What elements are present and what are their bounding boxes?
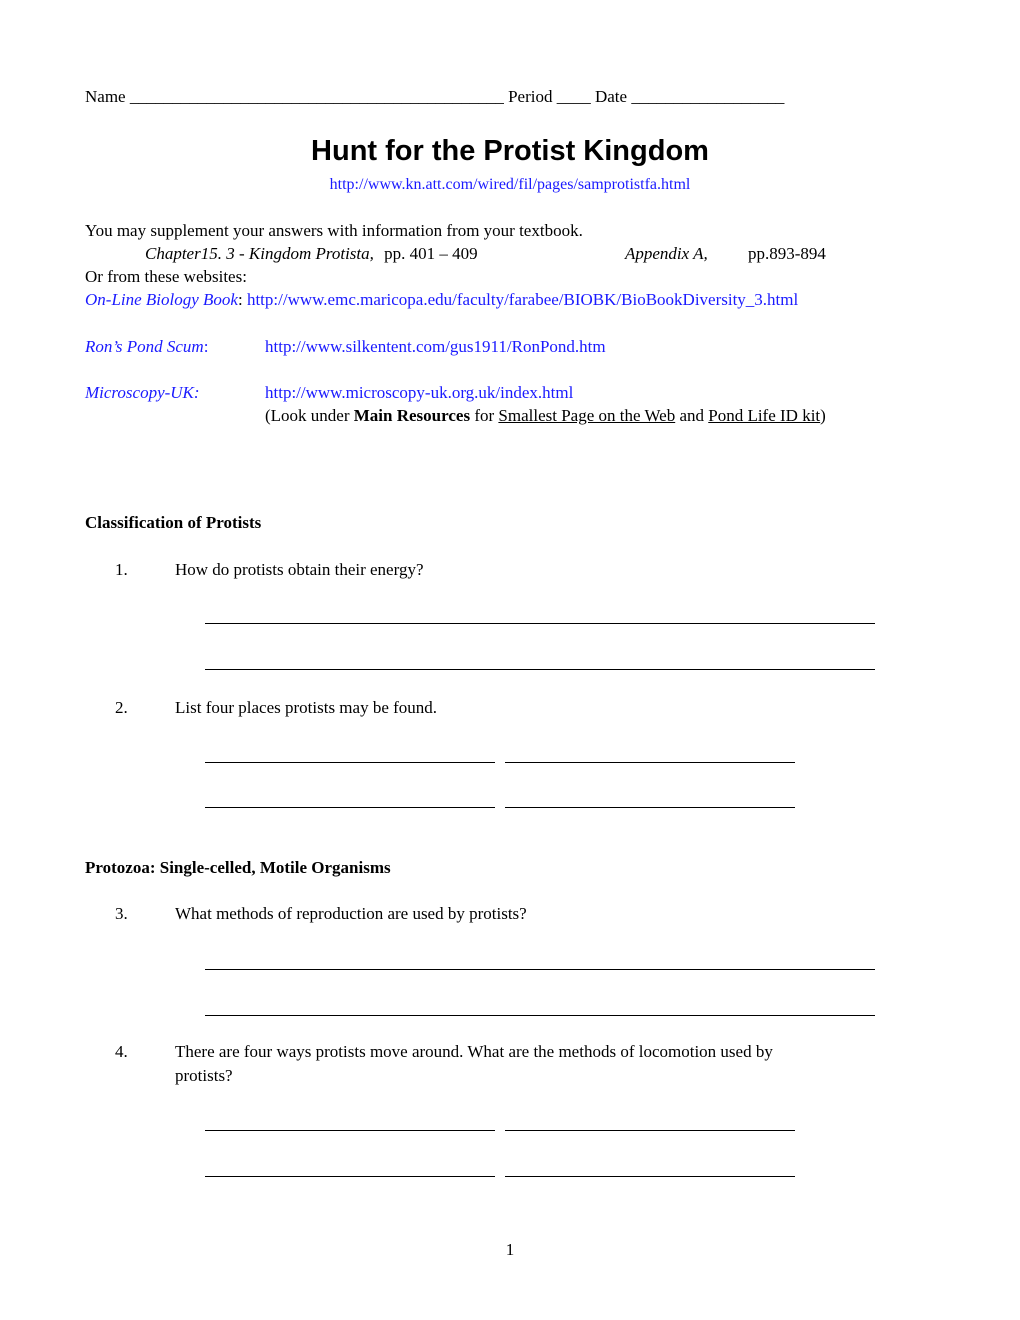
- site-online-biology-book: [85, 290, 798, 310]
- name-label: Name: [85, 87, 126, 106]
- smallest-page-link[interactable]: Smallest Page on the Web: [498, 406, 676, 425]
- answer-line[interactable]: [505, 807, 795, 808]
- question-text: There are four ways protists move around. What are the methods of locomotion used by: [175, 1042, 773, 1061]
- question-text: List four places protists may be found.: [175, 698, 438, 717]
- intro-line: You may supplement your answers with information from your textbook.: [85, 221, 583, 240]
- answer-line[interactable]: [205, 1130, 495, 1131]
- note-for: for: [470, 406, 499, 425]
- main-resources-label: Main Resources: [353, 406, 471, 425]
- site-url-link[interactable]: http://www.microscopy-uk.org.uk/index.html: [265, 383, 574, 402]
- page-number: 1: [505, 1240, 515, 1259]
- answer-line[interactable]: [205, 762, 495, 763]
- site-microscopy-uk: Microscopy-UK:: [85, 383, 200, 402]
- chapter-reference: Chapter15. 3 - Kingdom Protista,: [145, 244, 374, 263]
- question-text-continued: protists?: [175, 1066, 233, 1085]
- chapter-pages: pp. 401 – 409: [384, 244, 478, 263]
- appendix-pages: pp.893-894: [748, 244, 826, 263]
- answer-line[interactable]: [205, 807, 495, 808]
- site-url-link[interactable]: http://www.silkentent.com/gus1911/RonPond.htm: [265, 337, 606, 356]
- page-title: Hunt for the Protist Kingdom: [311, 135, 709, 167]
- site-url-link[interactable]: http://www.emc.maricopa.edu/faculty/farabee/BIOBK/BioBookDiversity_3.html: [246, 290, 799, 309]
- date-blank[interactable]: __________________: [631, 87, 785, 106]
- question-number: 2.: [115, 698, 128, 717]
- answer-line[interactable]: [505, 1176, 795, 1177]
- appendix-reference: Appendix A,: [625, 244, 708, 263]
- or-from-line: Or from these websites:: [85, 267, 247, 286]
- answer-line[interactable]: [505, 762, 795, 763]
- site-name: Ron’s Pond Scum: [85, 337, 204, 356]
- answer-line[interactable]: [205, 1176, 495, 1177]
- answer-line[interactable]: [205, 969, 875, 970]
- answer-line[interactable]: [205, 669, 875, 670]
- site-sep: :: [237, 290, 247, 309]
- answer-line[interactable]: [205, 623, 875, 624]
- textbook-references: [145, 244, 478, 264]
- resources-note: [265, 406, 826, 426]
- pond-life-id-kit-link[interactable]: Pond Life ID kit: [708, 406, 821, 425]
- site-rons-pond-scum: [85, 337, 208, 357]
- header-line: [85, 87, 784, 107]
- note-close: ): [820, 406, 826, 425]
- answer-line[interactable]: [205, 1015, 875, 1016]
- name-blank[interactable]: ____________________________________________: [129, 87, 504, 106]
- question-number: 4.: [115, 1042, 128, 1061]
- period-blank[interactable]: ____: [556, 87, 591, 106]
- period-label: Period: [508, 87, 553, 106]
- question-number: 1.: [115, 560, 128, 579]
- site-sep: :: [203, 337, 209, 356]
- question-text: How do protists obtain their energy?: [175, 560, 424, 579]
- section-heading-protozoa: Protozoa: Single-celled, Motile Organisms: [85, 858, 391, 877]
- site-name: On-Line Biology Book: [85, 290, 238, 309]
- note-and: and: [675, 406, 709, 425]
- question-number: 3.: [115, 904, 128, 923]
- answer-line[interactable]: [505, 1130, 795, 1131]
- title-url-link[interactable]: http://www.kn.att.com/wired/fil/pages/samprotistfa.html: [329, 176, 691, 193]
- section-heading-classification: Classification of Protists: [85, 513, 262, 532]
- question-text: What methods of reproduction are used by protists?: [175, 904, 527, 923]
- date-label: Date: [594, 87, 628, 106]
- note-open: (Look under: [265, 406, 354, 425]
